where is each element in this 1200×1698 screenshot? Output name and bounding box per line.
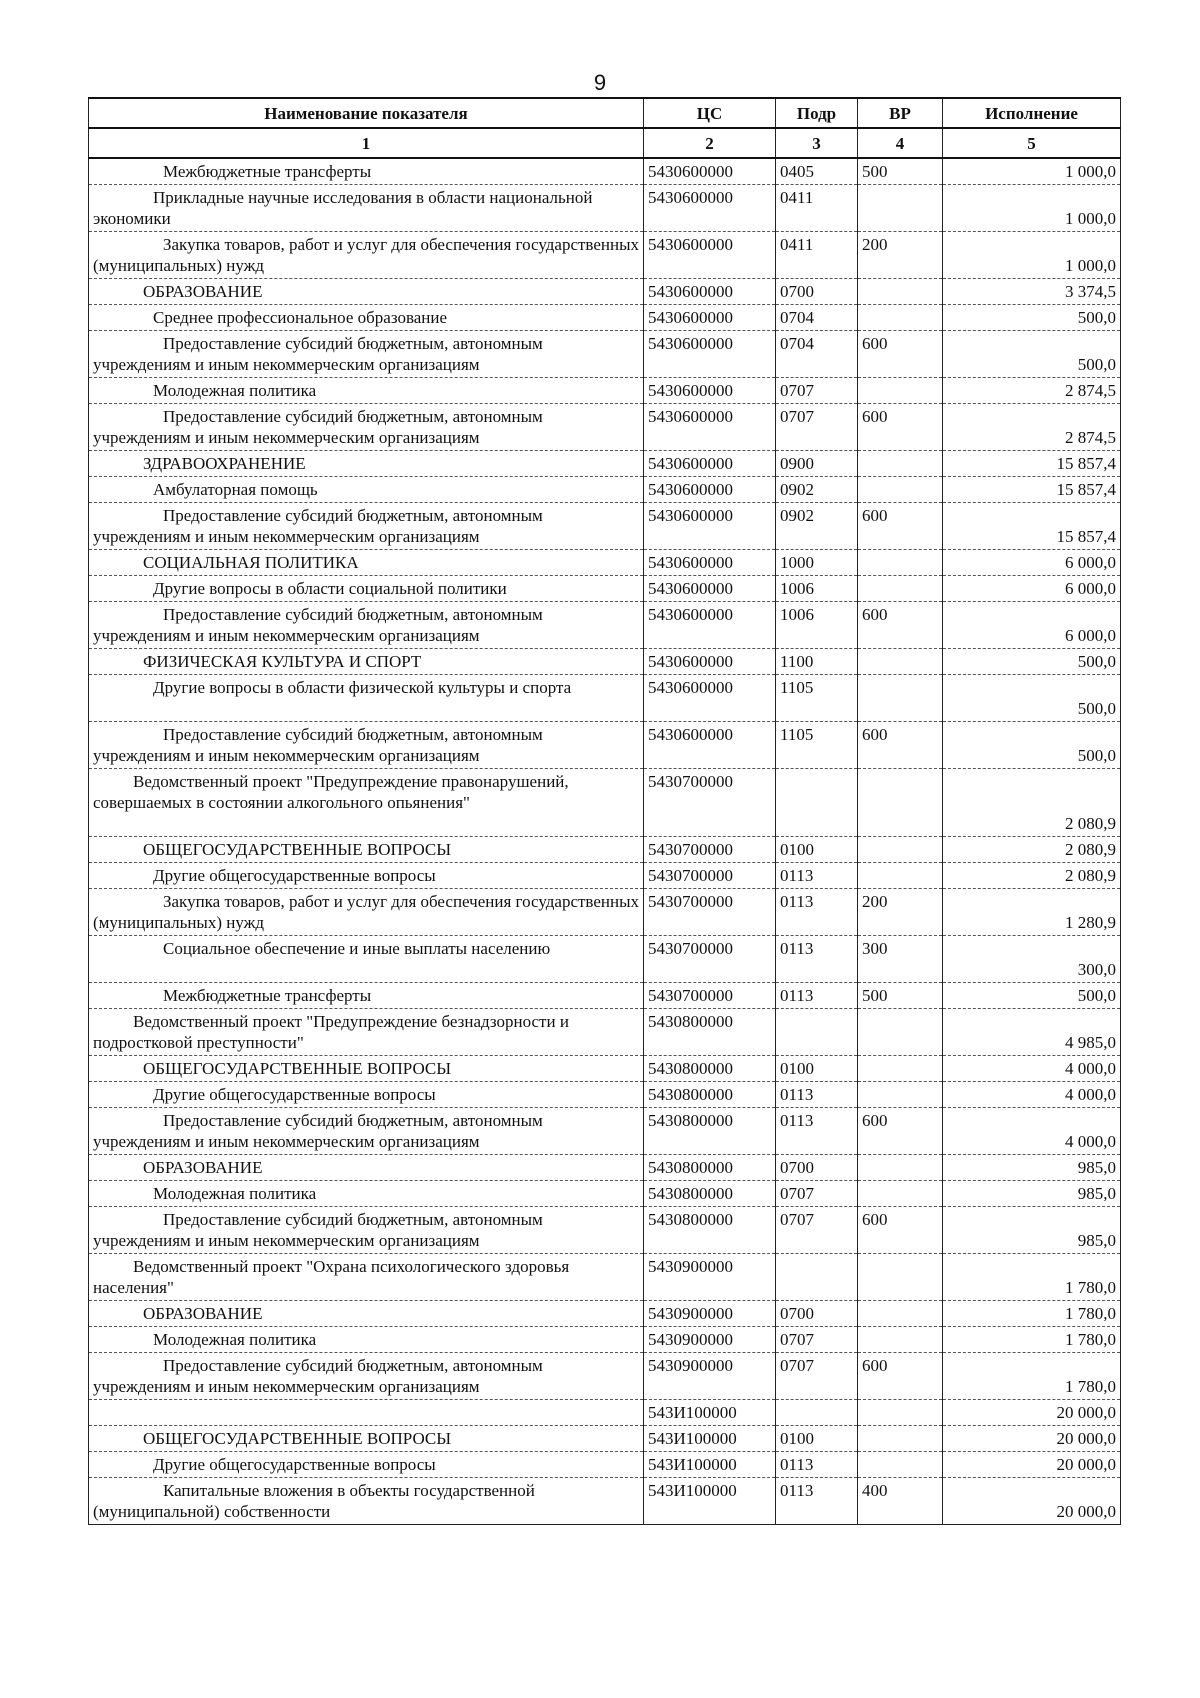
indicator-name-cell: Предоставление субсидий бюджетным, автономным учреждениям и иным некоммерческим организациям <box>89 1353 644 1400</box>
indicator-name-cell: Предоставление субсидий бюджетным, автономным учреждениям и иным некоммерческим организациям <box>89 602 644 649</box>
target-code-cell: 5430600000 <box>644 232 776 279</box>
table-row <box>89 378 1121 404</box>
subsection-cell: 0704 <box>776 331 858 378</box>
target-code-cell: 5430600000 <box>644 576 776 602</box>
expense-type-cell <box>858 1301 943 1327</box>
target-code-cell: 5430800000 <box>644 1082 776 1108</box>
execution-amount-cell: 1 780,0 <box>943 1353 1121 1400</box>
table-row <box>89 503 1121 550</box>
table-row <box>89 404 1121 451</box>
execution-amount-cell: 15 857,4 <box>943 477 1121 503</box>
indicator-name-cell: ФИЗИЧЕСКАЯ КУЛЬТУРА И СПОРТ <box>89 649 644 675</box>
indicator-name-cell <box>89 1400 644 1426</box>
indicator-name-cell: Капитальные вложения в объекты государственной (муниципальной) собственности <box>89 1478 644 1525</box>
column-number-5: 5 <box>943 128 1121 158</box>
execution-amount-cell: 20 000,0 <box>943 1478 1121 1525</box>
table-row <box>89 451 1121 477</box>
target-code-cell: 5430600000 <box>644 550 776 576</box>
expense-type-cell <box>858 769 943 837</box>
execution-amount-cell: 1 000,0 <box>943 232 1121 279</box>
subsection-cell: 0113 <box>776 1452 858 1478</box>
target-code-cell: 5430900000 <box>644 1327 776 1353</box>
subsection-cell: 1105 <box>776 722 858 769</box>
indicator-name-cell: Предоставление субсидий бюджетным, автономным учреждениям и иным некоммерческим организациям <box>89 404 644 451</box>
target-code-cell: 5430700000 <box>644 983 776 1009</box>
execution-amount-cell: 985,0 <box>943 1155 1121 1181</box>
indicator-name-cell: Социальное обеспечение и иные выплаты населению <box>89 936 644 983</box>
target-code-cell: 5430600000 <box>644 279 776 305</box>
target-code-cell: 5430600000 <box>644 305 776 331</box>
indicator-name-cell: Молодежная политика <box>89 378 644 404</box>
column-number-1: 1 <box>89 128 644 158</box>
subsection-cell: 0902 <box>776 477 858 503</box>
indicator-name-cell: Предоставление субсидий бюджетным, автономным учреждениям и иным некоммерческим организациям <box>89 1207 644 1254</box>
subsection-cell: 0100 <box>776 1426 858 1452</box>
subsection-cell: 0707 <box>776 1327 858 1353</box>
target-code-cell: 5430600000 <box>644 675 776 722</box>
subsection-cell <box>776 1009 858 1056</box>
execution-amount-cell: 4 000,0 <box>943 1108 1121 1155</box>
target-code-cell: 5430800000 <box>644 1181 776 1207</box>
header-subsection: Подр <box>776 98 858 128</box>
expense-type-cell <box>858 1181 943 1207</box>
target-code-cell: 5430700000 <box>644 769 776 837</box>
expense-type-cell <box>858 675 943 722</box>
table-row <box>89 983 1121 1009</box>
subsection-cell <box>776 1400 858 1426</box>
indicator-name-cell: ОБЩЕГОСУДАРСТВЕННЫЕ ВОПРОСЫ <box>89 1056 644 1082</box>
indicator-name-cell: Среднее профессиональное образование <box>89 305 644 331</box>
subsection-cell: 0700 <box>776 1301 858 1327</box>
indicator-name-cell: Предоставление субсидий бюджетным, автономным учреждениям и иным некоммерческим организациям <box>89 1108 644 1155</box>
target-code-cell: 5430900000 <box>644 1301 776 1327</box>
execution-amount-cell: 2 874,5 <box>943 404 1121 451</box>
table-row <box>89 863 1121 889</box>
target-code-cell: 5430800000 <box>644 1207 776 1254</box>
expense-type-cell <box>858 1452 943 1478</box>
expense-type-cell: 200 <box>858 232 943 279</box>
execution-amount-cell: 4 985,0 <box>943 1009 1121 1056</box>
expense-type-cell <box>858 1082 943 1108</box>
indicator-name-cell: ОБРАЗОВАНИЕ <box>89 279 644 305</box>
table-row <box>89 1207 1121 1254</box>
table-row <box>89 305 1121 331</box>
target-code-cell: 5430600000 <box>644 158 776 185</box>
subsection-cell: 1006 <box>776 576 858 602</box>
expense-type-cell <box>858 279 943 305</box>
indicator-name-cell: Другие общегосударственные вопросы <box>89 1082 644 1108</box>
target-code-cell: 5430800000 <box>644 1108 776 1155</box>
table-row <box>89 649 1121 675</box>
execution-amount-cell: 6 000,0 <box>943 602 1121 649</box>
expense-type-cell: 600 <box>858 1108 943 1155</box>
subsection-cell: 0707 <box>776 1181 858 1207</box>
execution-amount-cell: 15 857,4 <box>943 503 1121 550</box>
execution-amount-cell: 4 000,0 <box>943 1082 1121 1108</box>
subsection-cell: 0902 <box>776 503 858 550</box>
table-row <box>89 1009 1121 1056</box>
indicator-name-cell: Предоставление субсидий бюджетным, автономным учреждениям и иным некоммерческим организациям <box>89 503 644 550</box>
indicator-name-cell: ОБЩЕГОСУДАРСТВЕННЫЕ ВОПРОСЫ <box>89 1426 644 1452</box>
table-row <box>89 576 1121 602</box>
execution-amount-cell: 300,0 <box>943 936 1121 983</box>
expense-type-cell: 600 <box>858 1353 943 1400</box>
table-row <box>89 1181 1121 1207</box>
subsection-cell: 0113 <box>776 863 858 889</box>
header-name: Наименование показателя <box>89 98 644 128</box>
table-row <box>89 769 1121 837</box>
expense-type-cell <box>858 1009 943 1056</box>
indicator-name-cell: Межбюджетные трансферты <box>89 158 644 185</box>
subsection-cell: 0700 <box>776 1155 858 1181</box>
target-code-cell: 5430800000 <box>644 1009 776 1056</box>
indicator-name-cell: Прикладные научные исследования в области национальной экономики <box>89 185 644 232</box>
subsection-cell: 0700 <box>776 279 858 305</box>
execution-amount-cell: 2 080,9 <box>943 837 1121 863</box>
target-code-cell: 5430600000 <box>644 602 776 649</box>
target-code-cell: 543И100000 <box>644 1426 776 1452</box>
target-code-cell: 543И100000 <box>644 1400 776 1426</box>
table-row <box>89 550 1121 576</box>
indicator-name-cell: СОЦИАЛЬНАЯ ПОЛИТИКА <box>89 550 644 576</box>
target-code-cell: 5430600000 <box>644 451 776 477</box>
target-code-cell: 5430700000 <box>644 936 776 983</box>
target-code-cell: 5430700000 <box>644 889 776 936</box>
column-number-3: 3 <box>776 128 858 158</box>
expense-type-cell <box>858 477 943 503</box>
target-code-cell: 5430800000 <box>644 1155 776 1181</box>
target-code-cell: 5430600000 <box>644 331 776 378</box>
column-number-2: 2 <box>644 128 776 158</box>
subsection-cell: 1006 <box>776 602 858 649</box>
table-row <box>89 185 1121 232</box>
table-row <box>89 675 1121 722</box>
subsection-cell: 0100 <box>776 837 858 863</box>
execution-amount-cell: 1 780,0 <box>943 1327 1121 1353</box>
subsection-cell: 1100 <box>776 649 858 675</box>
expense-type-cell: 600 <box>858 602 943 649</box>
execution-amount-cell: 1 780,0 <box>943 1254 1121 1301</box>
execution-amount-cell: 500,0 <box>943 675 1121 722</box>
table-row <box>89 1353 1121 1400</box>
indicator-name-cell: Закупка товаров, работ и услуг для обеспечения государственных (муниципальных) нужд <box>89 889 644 936</box>
execution-amount-cell: 1 780,0 <box>943 1301 1121 1327</box>
table-row <box>89 331 1121 378</box>
indicator-name-cell: Предоставление субсидий бюджетным, автономным учреждениям и иным некоммерческим организациям <box>89 722 644 769</box>
execution-amount-cell: 1 280,9 <box>943 889 1121 936</box>
indicator-name-cell: Молодежная политика <box>89 1327 644 1353</box>
indicator-name-cell: Другие вопросы в области социальной политики <box>89 576 644 602</box>
expense-type-cell <box>858 1327 943 1353</box>
subsection-cell: 0113 <box>776 983 858 1009</box>
expense-type-cell <box>858 1254 943 1301</box>
table-row <box>89 1426 1121 1452</box>
indicator-name-cell: ОБРАЗОВАНИЕ <box>89 1301 644 1327</box>
expense-type-cell <box>858 1426 943 1452</box>
header-target-code: ЦС <box>644 98 776 128</box>
indicator-name-cell: Амбулаторная помощь <box>89 477 644 503</box>
expense-type-cell: 400 <box>858 1478 943 1525</box>
subsection-cell: 1000 <box>776 550 858 576</box>
table-row <box>89 1400 1121 1426</box>
indicator-name-cell: Межбюджетные трансферты <box>89 983 644 1009</box>
execution-amount-cell: 985,0 <box>943 1181 1121 1207</box>
header-row <box>89 98 1121 128</box>
expense-type-cell <box>858 1400 943 1426</box>
table-row <box>89 1478 1121 1525</box>
target-code-cell: 5430600000 <box>644 649 776 675</box>
expense-type-cell <box>858 378 943 404</box>
column-numbers-row <box>89 128 1121 158</box>
budget-execution-table <box>88 97 1121 1525</box>
execution-amount-cell: 1 000,0 <box>943 185 1121 232</box>
indicator-name-cell: Ведомственный проект "Предупреждение безнадзорности и подростковой преступности" <box>89 1009 644 1056</box>
expense-type-cell <box>858 451 943 477</box>
table-row <box>89 1327 1121 1353</box>
subsection-cell: 0707 <box>776 378 858 404</box>
execution-amount-cell: 20 000,0 <box>943 1426 1121 1452</box>
subsection-cell: 0113 <box>776 1108 858 1155</box>
target-code-cell: 5430900000 <box>644 1353 776 1400</box>
indicator-name-cell: ОБЩЕГОСУДАРСТВЕННЫЕ ВОПРОСЫ <box>89 837 644 863</box>
table-row <box>89 722 1121 769</box>
indicator-name-cell: Ведомственный проект "Охрана психологического здоровья населения" <box>89 1254 644 1301</box>
execution-amount-cell: 6 000,0 <box>943 550 1121 576</box>
table-row <box>89 158 1121 185</box>
column-number-4: 4 <box>858 128 943 158</box>
table-row <box>89 477 1121 503</box>
target-code-cell: 5430700000 <box>644 863 776 889</box>
expense-type-cell <box>858 1155 943 1181</box>
subsection-cell: 0113 <box>776 936 858 983</box>
indicator-name-cell: Другие общегосударственные вопросы <box>89 863 644 889</box>
expense-type-cell: 500 <box>858 983 943 1009</box>
subsection-cell: 0707 <box>776 404 858 451</box>
execution-amount-cell: 500,0 <box>943 649 1121 675</box>
indicator-name-cell: Другие общегосударственные вопросы <box>89 1452 644 1478</box>
subsection-cell: 0113 <box>776 1478 858 1525</box>
execution-amount-cell: 4 000,0 <box>943 1056 1121 1082</box>
execution-amount-cell: 1 000,0 <box>943 158 1121 185</box>
subsection-cell: 0113 <box>776 889 858 936</box>
table-row <box>89 889 1121 936</box>
target-code-cell: 543И100000 <box>644 1452 776 1478</box>
subsection-cell: 0707 <box>776 1207 858 1254</box>
expense-type-cell: 500 <box>858 158 943 185</box>
expense-type-cell: 600 <box>858 503 943 550</box>
table-row <box>89 936 1121 983</box>
table-row <box>89 1056 1121 1082</box>
table-body <box>89 158 1121 1525</box>
indicator-name-cell: Другие вопросы в области физической культуры и спорта <box>89 675 644 722</box>
subsection-cell: 0900 <box>776 451 858 477</box>
subsection-cell: 0405 <box>776 158 858 185</box>
indicator-name-cell: ОБРАЗОВАНИЕ <box>89 1155 644 1181</box>
subsection-cell <box>776 1254 858 1301</box>
table-row <box>89 1452 1121 1478</box>
target-code-cell: 5430800000 <box>644 1056 776 1082</box>
execution-amount-cell: 20 000,0 <box>943 1452 1121 1478</box>
expense-type-cell <box>858 550 943 576</box>
target-code-cell: 5430600000 <box>644 503 776 550</box>
target-code-cell: 5430600000 <box>644 185 776 232</box>
execution-amount-cell: 2 874,5 <box>943 378 1121 404</box>
expense-type-cell: 200 <box>858 889 943 936</box>
expense-type-cell: 600 <box>858 404 943 451</box>
execution-amount-cell: 500,0 <box>943 305 1121 331</box>
indicator-name-cell: Ведомственный проект "Предупреждение правонарушений, совершаемых в состоянии алкогольного опьянения" <box>89 769 644 837</box>
target-code-cell: 5430600000 <box>644 378 776 404</box>
expense-type-cell <box>858 837 943 863</box>
expense-type-cell <box>858 305 943 331</box>
expense-type-cell: 600 <box>858 331 943 378</box>
table-row <box>89 837 1121 863</box>
indicator-name-cell: Предоставление субсидий бюджетным, автономным учреждениям и иным некоммерческим организациям <box>89 331 644 378</box>
expense-type-cell: 300 <box>858 936 943 983</box>
table-row <box>89 1254 1121 1301</box>
target-code-cell: 5430600000 <box>644 722 776 769</box>
execution-amount-cell: 985,0 <box>943 1207 1121 1254</box>
expense-type-cell <box>858 185 943 232</box>
table-row <box>89 1108 1121 1155</box>
expense-type-cell <box>858 863 943 889</box>
execution-amount-cell: 3 374,5 <box>943 279 1121 305</box>
execution-amount-cell: 500,0 <box>943 983 1121 1009</box>
execution-amount-cell: 6 000,0 <box>943 576 1121 602</box>
table-row <box>89 279 1121 305</box>
table-row <box>89 232 1121 279</box>
table-row <box>89 1301 1121 1327</box>
table-row <box>89 1155 1121 1181</box>
expense-type-cell <box>858 1056 943 1082</box>
header-expense-type: ВР <box>858 98 943 128</box>
execution-amount-cell: 15 857,4 <box>943 451 1121 477</box>
subsection-cell: 0704 <box>776 305 858 331</box>
subsection-cell: 0113 <box>776 1082 858 1108</box>
subsection-cell: 0100 <box>776 1056 858 1082</box>
expense-type-cell <box>858 649 943 675</box>
table-row <box>89 1082 1121 1108</box>
header-execution: Исполнение <box>943 98 1121 128</box>
subsection-cell: 1105 <box>776 675 858 722</box>
subsection-cell: 0411 <box>776 185 858 232</box>
target-code-cell: 5430900000 <box>644 1254 776 1301</box>
subsection-cell <box>776 769 858 837</box>
indicator-name-cell: ЗДРАВООХРАНЕНИЕ <box>89 451 644 477</box>
target-code-cell: 5430600000 <box>644 404 776 451</box>
execution-amount-cell: 2 080,9 <box>943 863 1121 889</box>
target-code-cell: 543И100000 <box>644 1478 776 1525</box>
target-code-cell: 5430700000 <box>644 837 776 863</box>
indicator-name-cell: Закупка товаров, работ и услуг для обеспечения государственных (муниципальных) нужд <box>89 232 644 279</box>
subsection-cell: 0707 <box>776 1353 858 1400</box>
expense-type-cell: 600 <box>858 722 943 769</box>
execution-amount-cell: 500,0 <box>943 722 1121 769</box>
expense-type-cell <box>858 576 943 602</box>
expense-type-cell: 600 <box>858 1207 943 1254</box>
target-code-cell: 5430600000 <box>644 477 776 503</box>
execution-amount-cell: 20 000,0 <box>943 1400 1121 1426</box>
table-row <box>89 602 1121 649</box>
execution-amount-cell: 2 080,9 <box>943 769 1121 837</box>
execution-amount-cell: 500,0 <box>943 331 1121 378</box>
subsection-cell: 0411 <box>776 232 858 279</box>
indicator-name-cell: Молодежная политика <box>89 1181 644 1207</box>
page-number: 9 <box>593 70 607 95</box>
